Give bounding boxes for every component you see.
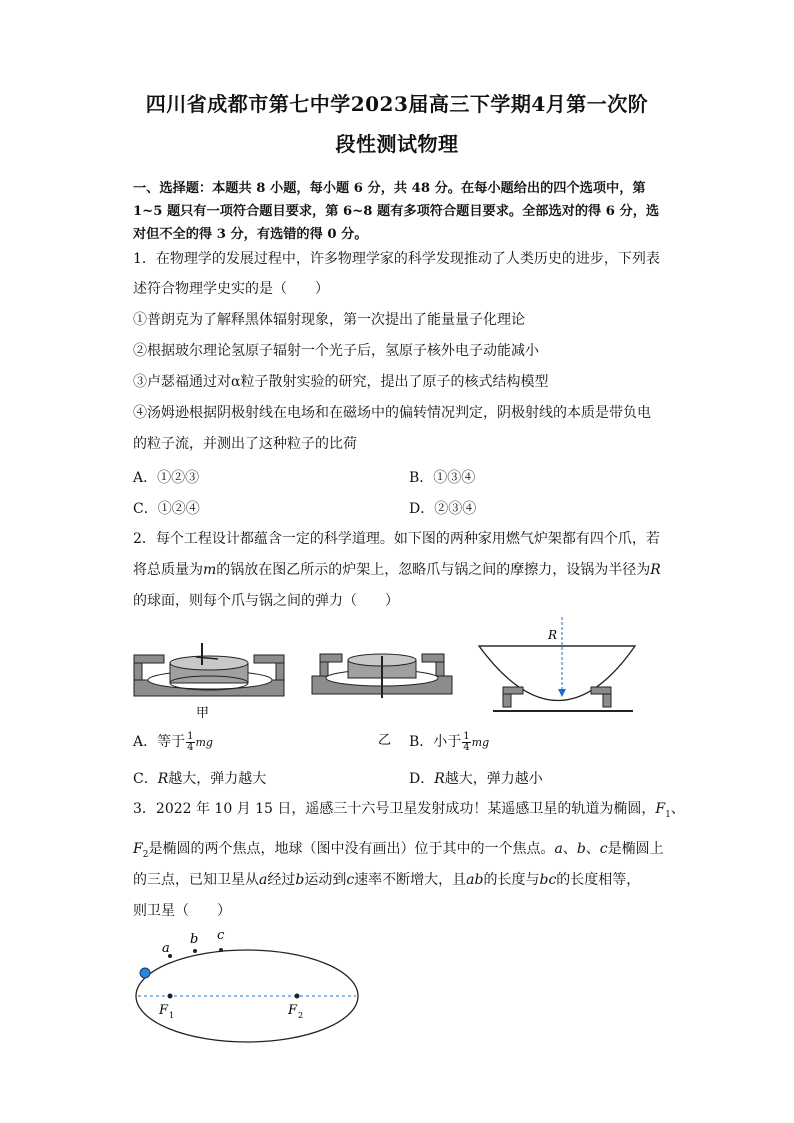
sub-2: 2	[142, 849, 149, 860]
q2-option-a[interactable]	[133, 731, 213, 753]
text-span: 经过	[267, 872, 296, 888]
text-span: A．等于	[133, 734, 186, 750]
q1-stem-line-2: 述符合物理学史实的是（ ）	[133, 281, 329, 297]
focus-f1-label: F	[159, 1003, 169, 1018]
q1-option-c[interactable]: C．①②④	[133, 501, 200, 517]
var-c: c	[346, 872, 355, 888]
var-c: c	[599, 841, 608, 857]
frac-den: 4	[463, 741, 470, 753]
q1-option-a[interactable]: A．①②③	[133, 470, 200, 486]
satellite-orbit-figure	[128, 925, 368, 1045]
paper-title-line-2: 段性测试物理	[335, 132, 459, 156]
q1-stem-line-1: 1．在物理学的发展过程中，许多物理学家的科学发现推动了人类历史的进步，下列表	[133, 251, 660, 267]
text-span: B．小于	[409, 734, 462, 750]
text-span: 是椭圆上	[607, 841, 664, 857]
var-b: b	[295, 872, 305, 888]
var-a: a	[259, 872, 268, 888]
var-mg: mg	[471, 736, 490, 749]
text-span: 越大，弹力越大	[168, 771, 267, 787]
q2-stem-line-3: 的球面，则每个爪与锅之间的弹力（ ）	[133, 593, 399, 609]
figure-label-r: R	[548, 628, 558, 642]
text-span: 的锅放在图乙所示的炉架上，忽略爪与锅之间的摩擦力，设锅为半径为	[216, 562, 651, 578]
var-r: R	[434, 771, 445, 787]
q3-stem-line-4: 则卫星（ ）	[133, 903, 231, 919]
q2-stem-line-1: 2．每个工程设计都蕴含一定的科学道理。如下图的两种家用燃气炉架都有四个爪，若	[133, 531, 660, 547]
q3-stem-line-3	[133, 871, 640, 889]
q1-option-d[interactable]: D．②③④	[409, 501, 477, 517]
point-a-label: a	[162, 941, 170, 956]
var-f: F	[655, 801, 666, 817]
q1-statement-4-cont: 的粒子流，并测出了这种粒子的比荷	[133, 436, 357, 452]
var-mg: mg	[195, 736, 213, 749]
q2-option-b[interactable]	[409, 731, 489, 753]
q3-stem-line-1	[133, 800, 685, 824]
text-span: 的长度与	[483, 872, 540, 888]
text-span: 的长度相等，	[556, 872, 641, 888]
text-span: 速率不断增大，且	[354, 872, 467, 888]
section-instructions-line-2: 1~5 题只有一项符合题目要求，第 6~8 题有多项符合题目要求。全部选对的得 6 分，选	[133, 204, 660, 219]
var-ab: ab	[466, 872, 484, 888]
figure-label-yi: 乙	[378, 733, 392, 748]
frac-den: 4	[187, 741, 194, 753]
section-instructions-line-3: 对但不全的得 3 分，有选错的得 0 分。	[133, 227, 368, 242]
var-m: m	[203, 562, 217, 578]
figure-label-jia: 甲	[196, 706, 210, 721]
text-span: 、	[562, 841, 577, 857]
fraction-one-quarter	[462, 732, 470, 753]
text-span: 、	[585, 841, 600, 857]
q2-stem-line-2	[133, 561, 661, 579]
paper-title-line-1: 四川省成都市第七中学2023届高三下学期4月第一次阶	[145, 92, 649, 116]
text-span: 3．2022 年 10 月 15 日，遥感三十六号卫星发射成功！某遥感卫星的轨道为椭圆，	[133, 801, 656, 817]
text-span: 运动到	[304, 872, 347, 888]
text-span: 将总质量为	[133, 562, 203, 578]
point-b-label: b	[190, 932, 199, 947]
q1-statement-2: ②根据玻尔理论氢原子辐射一个光子后，氢原子核外电子动能减小	[133, 343, 539, 359]
q2-option-c[interactable]	[133, 768, 266, 788]
q2-option-d[interactable]	[409, 768, 543, 788]
frac-num: 1	[463, 730, 470, 742]
var-bc: bc	[539, 872, 557, 888]
section-instructions-line-1: 一、选择题：本题共 8 小题，每小题 6 分，共 48 分。在每小题给出的四个选项中，第	[133, 181, 646, 196]
stove-figure-jia	[130, 635, 290, 725]
sub-1: 1	[665, 809, 671, 820]
text-span: 越大，弹力越小	[444, 771, 543, 787]
var-r: R	[650, 562, 661, 578]
text-span: 的三点，已知卫星从	[133, 872, 259, 888]
bowl-radius-figure	[475, 615, 640, 720]
text-span: C．	[133, 771, 158, 787]
var-r: R	[157, 771, 169, 787]
frac-num: 1	[187, 730, 194, 742]
text-span: 、	[670, 801, 685, 817]
q1-statement-3: ③卢瑟福通过对α粒子散射实验的研究，提出了原子的核式结构模型	[133, 374, 549, 390]
focus-f2-label: F	[288, 1003, 298, 1018]
text-span: 是椭圆的两个焦点，地球（图中没有画出）位于其中的一个焦点。	[148, 841, 555, 857]
text-span: D．	[409, 771, 435, 787]
q1-statement-4: ④汤姆逊根据阴极射线在电场和在磁场中的偏转情况判定，阴极射线的本质是带负电	[133, 405, 651, 421]
fraction-one-quarter	[186, 732, 194, 753]
focus-f1-sub: 1	[169, 1011, 175, 1020]
q3-stem-line-2	[133, 840, 664, 864]
var-b: b	[576, 841, 586, 857]
point-c-label: c	[217, 928, 225, 943]
q1-option-b[interactable]: B．①③④	[409, 470, 476, 486]
var-a: a	[554, 841, 563, 857]
focus-f2-sub: 2	[298, 1011, 304, 1020]
q1-statement-1: ①普朗克为了解释黑体辐射现象，第一次提出了能量量子化理论	[133, 312, 525, 328]
var-f: F	[133, 841, 143, 857]
